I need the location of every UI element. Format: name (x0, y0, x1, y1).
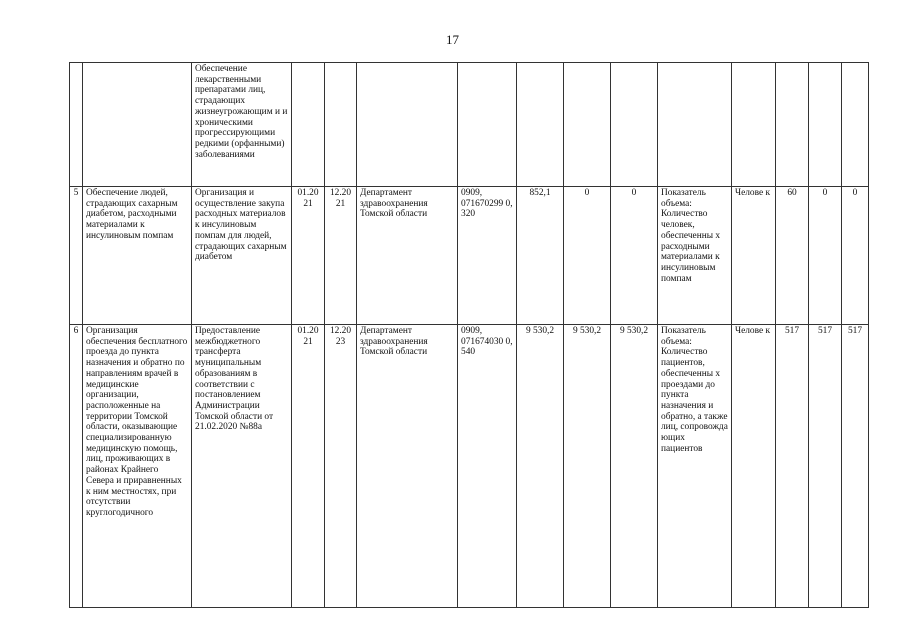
value-2021-cell (776, 63, 809, 187)
funding-2023-cell: 9 530,2 (611, 325, 658, 608)
activity-cell: Предоставление межбюджетного трансферта муниципальным образованиям в соответствии с постановлением Администрации Томской области от 21.02.2020 №88а (192, 325, 292, 608)
end-date-cell: 12.20 23 (325, 325, 357, 608)
table-row (70, 187, 869, 325)
value-2023-cell: 517 (842, 325, 869, 608)
start-date-cell (292, 63, 325, 187)
value-2021-cell: 60 (776, 187, 809, 325)
executor-cell (357, 63, 458, 187)
value-2022-cell: 517 (809, 325, 842, 608)
table-row (70, 63, 869, 187)
indicator-cell: Показатель объема: Количество пациентов, обеспеченны х проездами до пункта назначения и обратно, а также лиц, сопровожда ющих пациентов (658, 325, 732, 608)
kbk-cell: 0909, 071670299 0, 320 (458, 187, 517, 325)
end-date-cell (325, 63, 357, 187)
goal-cell (83, 63, 192, 187)
unit-cell (732, 63, 776, 187)
row-number (70, 63, 83, 187)
page-number: 17 (446, 32, 459, 47)
funding-2022-cell: 0 (564, 187, 611, 325)
value-2021-cell: 517 (776, 325, 809, 608)
executor-cell: Департамент здравоохранения Томской области (357, 187, 458, 325)
start-date-cell: 01.20 21 (292, 187, 325, 325)
value-2022-cell: 0 (809, 187, 842, 325)
row-number: 6 (70, 325, 83, 608)
executor-cell: Департамент здравоохранения Томской области (357, 325, 458, 608)
value-2023-cell: 0 (842, 187, 869, 325)
value-2022-cell (809, 63, 842, 187)
program-table (69, 62, 869, 608)
funding-2023-cell: 0 (611, 187, 658, 325)
unit-cell: Челове к (732, 187, 776, 325)
row-number: 5 (70, 187, 83, 325)
activity-cell: Обеспечение лекарственными препаратами лиц, страдающих жизнеугрожающим и и хроническими прогрессирующими редкими (орфанными) заболеваниями (192, 63, 292, 187)
indicator-cell: Показатель объема: Количество человек, обеспеченны х расходными материалами к инсулиновым помпам (658, 187, 732, 325)
unit-cell: Челове к (732, 325, 776, 608)
kbk-cell (458, 63, 517, 187)
indicator-cell (658, 63, 732, 187)
activity-cell: Организация и осуществление закупа расходных материалов к инсулиновым помпам для людей, страдающих сахарным диабетом (192, 187, 292, 325)
goal-cell: Обеспечение людей, страдающих сахарным диабетом, расходными материалами к инсулиновым помпам (83, 187, 192, 325)
funding-2021-cell: 9 530,2 (517, 325, 564, 608)
funding-2022-cell (564, 63, 611, 187)
funding-2023-cell (611, 63, 658, 187)
funding-2021-cell (517, 63, 564, 187)
end-date-cell: 12.20 21 (325, 187, 357, 325)
table-row (70, 325, 869, 608)
funding-2022-cell: 9 530,2 (564, 325, 611, 608)
goal-cell: Организация обеспечения бесплатного проезда до пункта назначения и обратно по направлениям врачей в медицинские организации, расположенные на территории Томской области, оказывающие специализированную медицинскую помощь, лиц, проживающих в районах Крайнего Севера и приравненных к ним местностях, при отсутствии круглогодичного (83, 325, 192, 608)
start-date-cell: 01.20 21 (292, 325, 325, 608)
kbk-cell: 0909, 071674030 0, 540 (458, 325, 517, 608)
funding-2021-cell: 852,1 (517, 187, 564, 325)
value-2023-cell (842, 63, 869, 187)
